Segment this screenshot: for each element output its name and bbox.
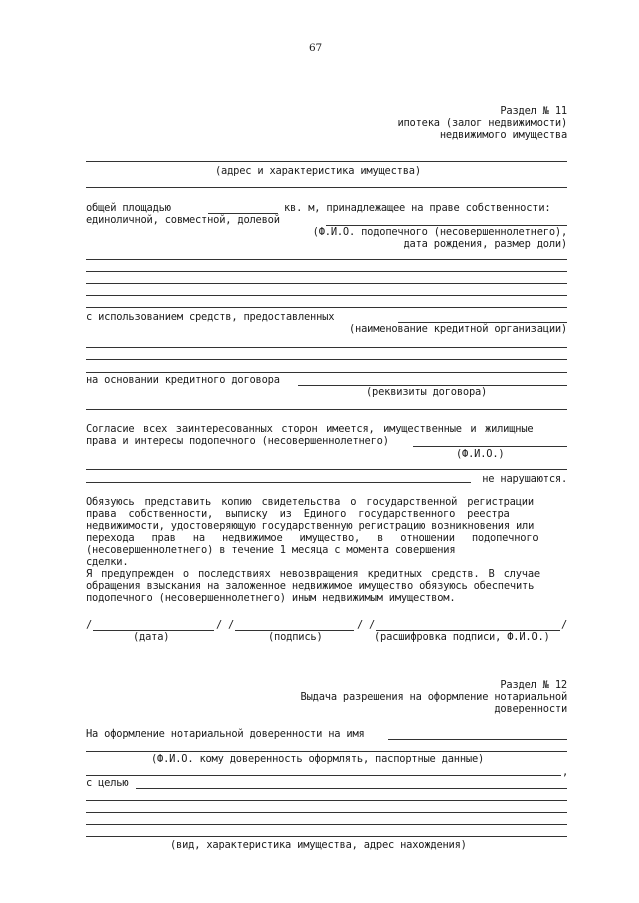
area-label: общей площадью xyxy=(86,202,171,214)
signature-caption: (подпись) xyxy=(268,631,323,643)
obligation-line-4: перехода прав на недвижимое имущество, в отношении подопечного xyxy=(86,532,539,544)
poa-comma: , xyxy=(562,766,569,778)
address-line-2[interactable] xyxy=(86,187,567,188)
not-violated-text: не нарушаются. xyxy=(482,473,567,485)
blank-line[interactable] xyxy=(86,283,567,284)
obligation-line-1: Обязуюсь представить копию свидетельства о государственной регистрации xyxy=(86,496,534,508)
obligation-line-5: (несовершеннолетнего) в течение 1 месяца с момента совершения xyxy=(86,544,456,556)
obligation-line-2: права собственности, выписку из Единого государственного реестра xyxy=(86,508,510,520)
blank-line[interactable] xyxy=(86,800,567,801)
blank-line[interactable] xyxy=(86,271,567,272)
funds-label: с использованием средств, предоставленных xyxy=(86,311,335,323)
signature-slash: / xyxy=(561,619,568,631)
date-caption: (дата) xyxy=(133,631,170,643)
warning-line-1: Я предупрежден о последствиях невозвращения кредитных средств. В случае xyxy=(86,568,540,580)
warning-line-3: подопечного (несовершеннолетнего) иным недвижимым имуществом. xyxy=(86,592,456,604)
blank-line[interactable] xyxy=(86,259,567,260)
warning-line-2: обращения взыскания на заложенное недвижимое имущество обязуюсь обеспечить xyxy=(86,580,535,592)
blank-line[interactable] xyxy=(86,824,567,825)
blank-line[interactable] xyxy=(86,295,567,296)
obligation-line-6: сделки. xyxy=(86,556,129,568)
signature-slash: / xyxy=(216,619,223,631)
signature-slash: / xyxy=(228,619,235,631)
section-11-title: Раздел № 11 xyxy=(500,105,567,117)
loan-caption: (реквизиты договора) xyxy=(366,386,488,398)
address-line[interactable] xyxy=(86,161,567,162)
fio-caption: (Ф.И.О.) xyxy=(456,448,505,460)
poa-data-field[interactable] xyxy=(86,775,561,776)
ownership-types: единоличной, совместной, долевой xyxy=(86,214,280,226)
obligation-line-3: недвижимости, удостоверяющую государственную регистрацию возникновения или xyxy=(86,520,535,532)
poa-label: На оформление нотариальной доверенности на имя xyxy=(86,728,365,740)
section-12-subtitle-1: Выдача разрешения на оформление нотариальной xyxy=(300,691,567,703)
name-decode-caption: (расшифровка подписи, Ф.И.О.) xyxy=(374,631,550,643)
poa-name-field[interactable] xyxy=(388,739,567,740)
blank-line[interactable] xyxy=(86,372,567,373)
poa-caption: (Ф.И.О. кому доверенность оформлять, паспортные данные) xyxy=(151,753,485,765)
section-11-subtitle-1: ипотека (залог недвижимости) xyxy=(397,117,567,129)
section-12-title: Раздел № 12 xyxy=(500,679,567,691)
poa-line[interactable] xyxy=(86,751,567,752)
consent-line-1: Согласие всех заинтересованных сторон имеется, имущественные и жилищные xyxy=(86,423,534,435)
section-11-subtitle-2: недвижимого имущества xyxy=(439,129,567,141)
bank-caption: (наименование кредитной организации) xyxy=(348,323,567,335)
blank-line[interactable] xyxy=(86,347,567,348)
purpose-label: с целью xyxy=(86,777,129,789)
blank-line[interactable] xyxy=(86,409,567,410)
page-number: 67 xyxy=(309,42,322,54)
ward-caption-1: (Ф.И.О. подопечного (несовершеннолетнего), xyxy=(312,226,567,238)
section-12-subtitle-2: доверенности xyxy=(494,703,567,715)
ward-caption-2: дата рождения, размер доли) xyxy=(403,238,567,250)
signature-slash: / xyxy=(86,619,93,631)
consent-field-2[interactable] xyxy=(86,482,471,483)
property-caption: (вид, характеристика имущества, адрес нахождения) xyxy=(170,839,467,851)
blank-line[interactable] xyxy=(86,469,567,470)
loan-label: на основании кредитного договора xyxy=(86,374,280,386)
blank-line[interactable] xyxy=(86,836,567,837)
signature-slash: / xyxy=(357,619,364,631)
ownership-text: кв. м, принадлежащее на праве собственности: xyxy=(284,202,551,214)
blank-line[interactable] xyxy=(86,307,567,308)
purpose-field[interactable] xyxy=(136,788,567,789)
address-caption: (адрес и характеристика имущества) xyxy=(215,165,421,177)
consent-fio-field[interactable] xyxy=(413,446,567,447)
consent-line-2: права и интересы подопечного (несовершеннолетнего) xyxy=(86,435,389,447)
signature-slash: / xyxy=(369,619,376,631)
blank-line[interactable] xyxy=(86,812,567,813)
blank-line[interactable] xyxy=(86,359,567,360)
